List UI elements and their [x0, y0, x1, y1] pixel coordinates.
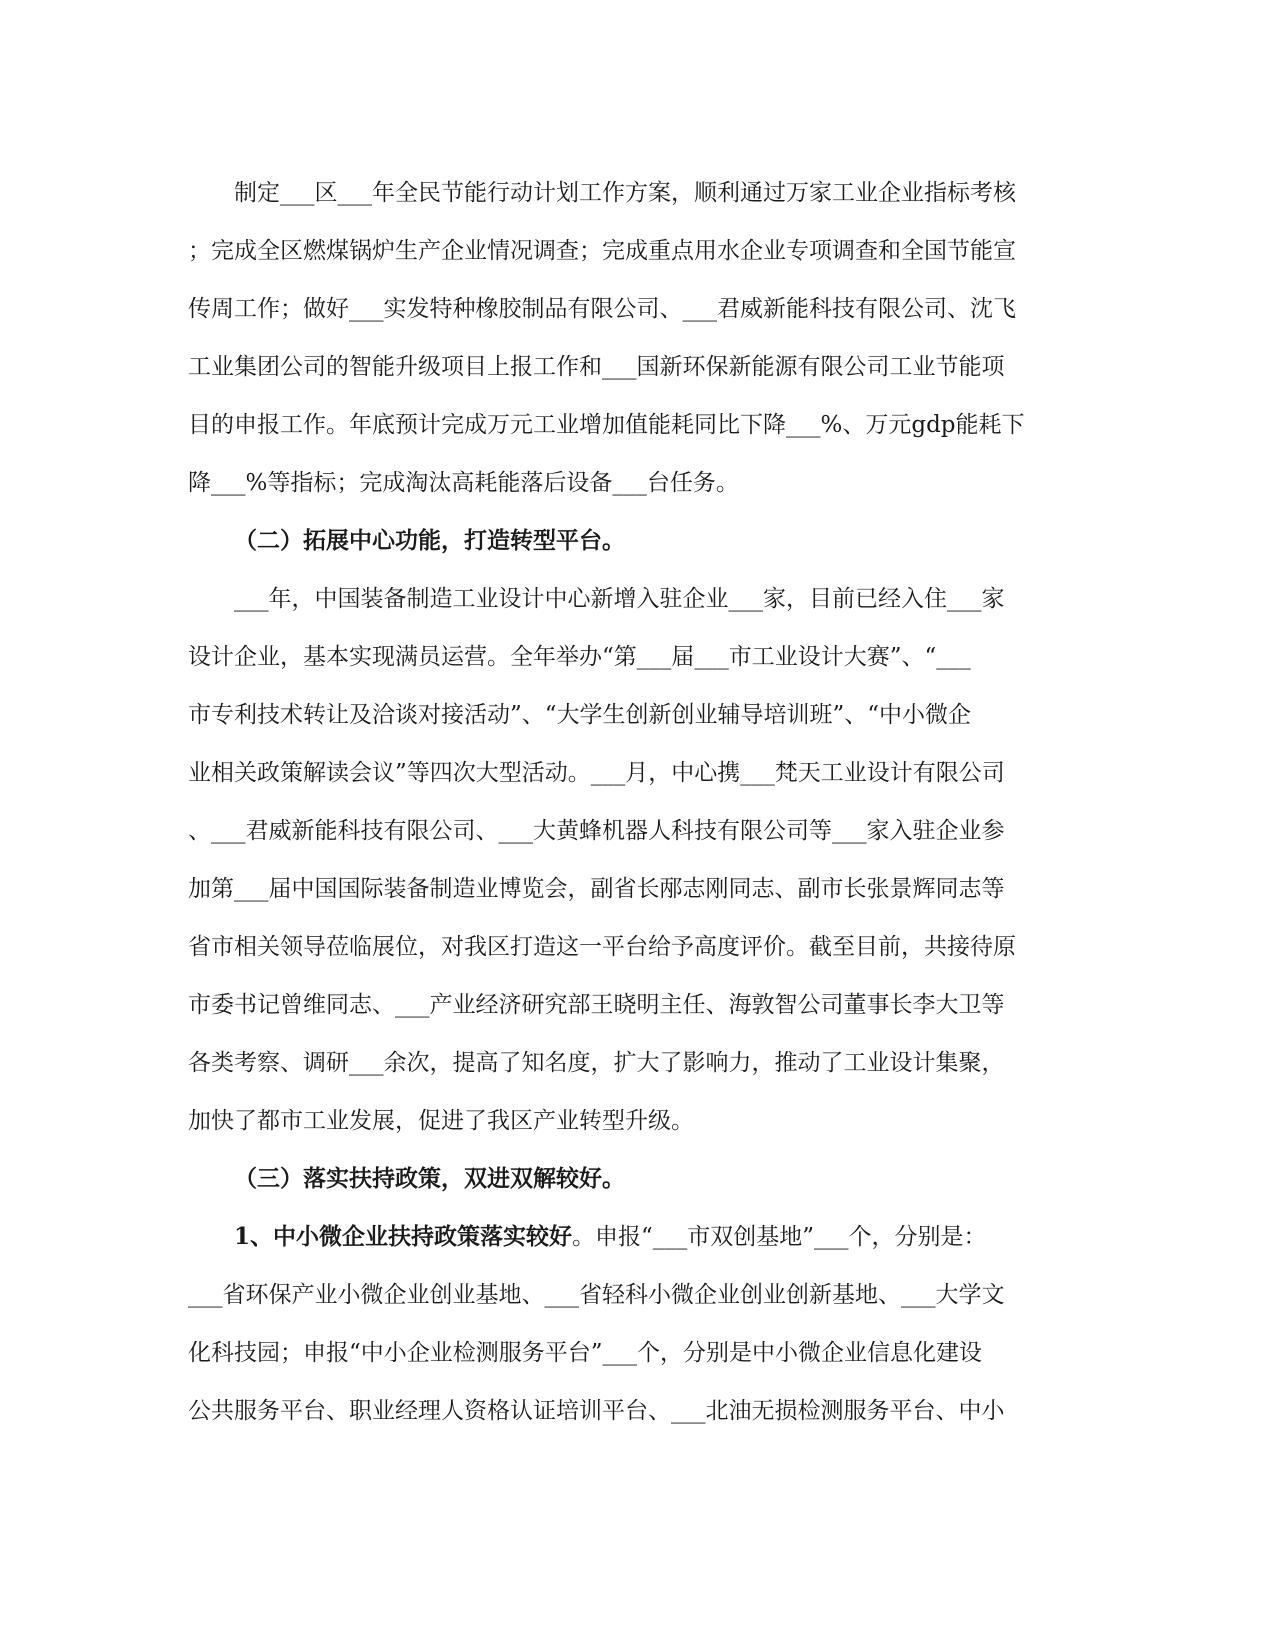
paragraph-line: ___省环保产业小微企业创业基地、___省轻科小微企业创业创新基地、___大学文: [188, 1282, 1005, 1308]
paragraph-line: 工业集团公司的智能升级项目上报工作和___国新环保新能源有限公司工业节能项: [188, 354, 1005, 380]
section-heading-3: （三）落实扶持政策，双进双解较好。: [234, 1165, 625, 1192]
paragraph-line: ___年，中国装备制造工业设计中心新增入驻企业___家，目前已经入住___家: [234, 586, 1005, 612]
paragraph-line: 加第___届中国国际装备制造业博览会，副省长邴志刚同志、副市长张景辉同志等: [188, 876, 1005, 902]
paragraph-line: 目的申报工作。年底预计完成万元工业增加值能耗同比下降___%、万元gdp能耗下: [188, 412, 1025, 438]
subsection-title: 1、中小微企业扶持政策落实较好: [234, 1223, 573, 1250]
subsection-first-line: [188, 1208, 1080, 1266]
paragraph-line: 市专利技术转让及洽谈对接活动”、“大学生创新创业辅导培训班”、“中小微企: [188, 702, 972, 728]
paragraph-line: ；完成全区燃煤锅炉生产企业情况调查；完成重点用水企业专项调查和全国节能宣: [188, 238, 1016, 264]
paragraph-line: 降___%等指标；完成淘汰高耗能落后设备___台任务。: [188, 470, 739, 496]
paragraph-line: 各类考察、调研___余次，提高了知名度，扩大了影响力，推动了工业设计集聚，: [188, 1050, 1005, 1076]
paragraph-line: 业相关政策解读会议”等四次大型活动。___月，中心携___梵天工业设计有限公司: [188, 760, 1005, 786]
paragraph-line: 设计企业，基本实现满员运营。全年举办“第___届___市工业设计大赛”、“___: [188, 644, 971, 670]
section-heading-2: （二）拓展中心功能，打造转型平台。: [234, 527, 625, 554]
paragraph-line: 公共服务平台、职业经理人资格认证培训平台、___北油无损检测服务平台、中小: [188, 1398, 1005, 1424]
subsection-text: 。申报“___市双创基地”___个，分别是：: [572, 1224, 987, 1250]
document-body: [188, 164, 1080, 1440]
paragraph-line: 化科技园；申报“中小企业检测服务平台”___个，分别是中小微企业信息化建设: [188, 1340, 983, 1366]
paragraph-line: 省市相关领导莅临展位，对我区打造这一平台给予高度评价。截至目前，共接待原: [188, 934, 1016, 960]
paragraph-line: 、___君威新能科技有限公司、___大黄蜂机器人科技有限公司等___家入驻企业参: [188, 818, 1005, 844]
paragraph-line: 传周工作；做好___实发特种橡胶制品有限公司、___君威新能科技有限公司、沈飞: [188, 296, 1016, 322]
paragraph-line: 市委书记曾维同志、___产业经济研究部王晓明主任、海敦智公司董事长李大卫等: [188, 992, 1005, 1018]
paragraph-line: 加快了都市工业发展，促进了我区产业转型升级。: [188, 1108, 694, 1134]
paragraph-line: 制定___区___年全民节能行动计划工作方案，顺利通过万家工业企业指标考核: [234, 180, 1016, 206]
